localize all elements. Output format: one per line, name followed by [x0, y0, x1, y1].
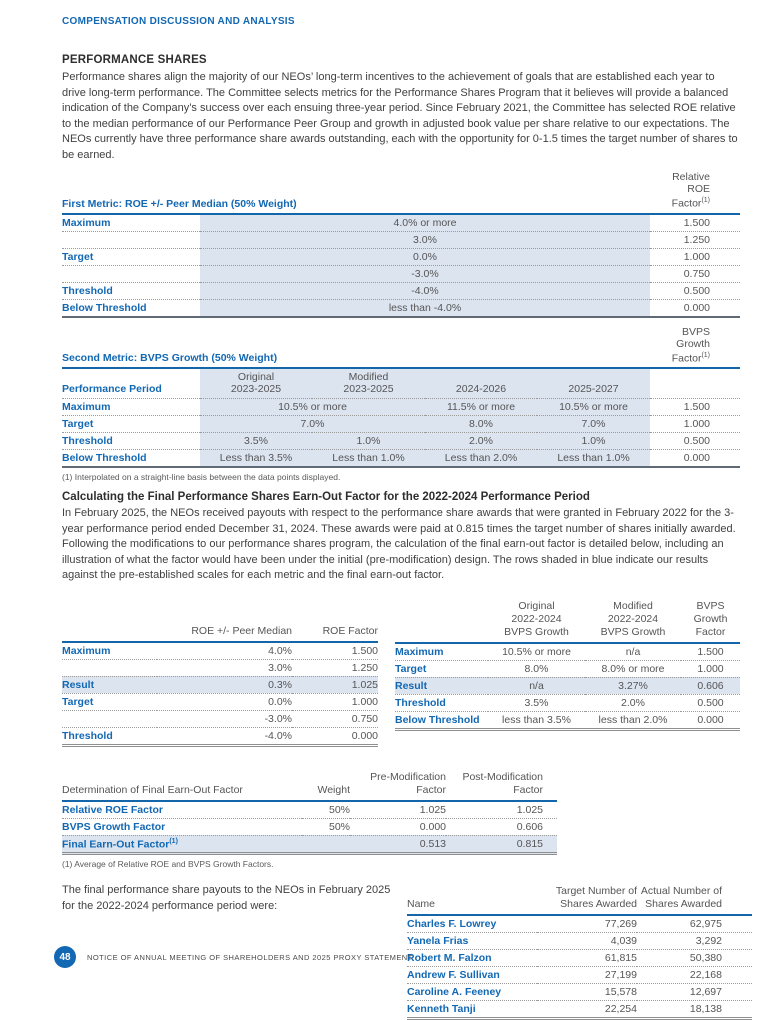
factor-cell: 1.000: [650, 248, 740, 265]
cell: 1.250: [292, 659, 378, 676]
table-row: [395, 711, 740, 729]
table-row-result: [62, 835, 557, 854]
cell: 22,254: [604, 1003, 637, 1015]
determination-table: [62, 769, 557, 856]
column-header: Pre-Modification Factor: [350, 769, 446, 801]
table-row: [62, 433, 740, 450]
row-label: Target: [62, 693, 157, 710]
neo-name: Charles F. Lowrey: [407, 915, 537, 933]
cell: -4.0%: [200, 282, 650, 299]
table-row: [62, 727, 378, 745]
cell: 0.606: [681, 677, 740, 694]
table-row: [407, 915, 752, 933]
cell: 0.3%: [157, 676, 292, 693]
page-number-badge: 48: [54, 946, 76, 968]
cell: 0.000: [351, 729, 378, 742]
cell: less than 3.5%: [502, 713, 571, 726]
row-label: Target: [62, 248, 200, 265]
table-row: [407, 933, 752, 950]
cell: 3.5%: [200, 433, 312, 450]
column-header: Modified 2022-2024 BVPS Growth: [585, 598, 681, 643]
table-title: Second Metric: BVPS Growth (50% Weight): [62, 326, 650, 369]
column-header: ROE +/- Peer Median: [157, 598, 292, 642]
neo-name: Yanela Frias: [407, 933, 537, 950]
cell: 1.025: [446, 801, 557, 819]
table-header-row: [62, 171, 740, 214]
table-row: [62, 642, 378, 660]
cell: 10.5% or more: [488, 643, 585, 661]
column-header: 2024-2026: [425, 368, 537, 399]
row-label: Threshold: [62, 729, 113, 742]
table-header-row: [62, 326, 740, 369]
column-header: Performance Period: [62, 368, 200, 399]
cell: 15,578: [537, 984, 637, 1001]
cell: 3.27%: [585, 677, 681, 694]
page-title: PERFORMANCE SHARES: [62, 54, 207, 66]
cell: less than -4.0%: [200, 299, 650, 317]
column-header: Target Number of Shares Awarded: [537, 883, 637, 915]
factor-column-header: BVPS Growth Factor$^{(1)}$: [650, 326, 740, 369]
table-row-result: [62, 676, 378, 693]
second-metric-table: [62, 326, 740, 469]
factor-cell: 1.500: [650, 214, 740, 232]
table-row: [407, 1001, 752, 1019]
neo-name: Andrew F. Sullivan: [407, 967, 537, 984]
table-row: [395, 643, 740, 661]
row-label: Final Earn-Out Factor$^{(1)}$: [62, 835, 302, 854]
factor-cell: 0.000: [683, 452, 711, 464]
cell: [302, 835, 350, 854]
row-label: [62, 265, 200, 282]
cell: 8.0% or more: [585, 660, 681, 677]
cell: -3.0%: [157, 710, 292, 727]
factor-cell: 0.000: [683, 301, 710, 314]
table-title: First Metric: ROE +/- Peer Median (50% Weight): [62, 171, 650, 214]
row-label: Maximum: [62, 642, 157, 660]
factor-cell: 1.000: [650, 416, 740, 433]
cell: 50,380: [637, 950, 752, 967]
cell: 8.0%: [488, 660, 585, 677]
table-row: [62, 248, 740, 265]
row-label: Maximum: [62, 399, 200, 416]
cell: 62,975: [637, 915, 752, 933]
payout-paragraph: The final performance share payouts to the NEOs in February 2025 for the 2022-2024 performance period were:: [62, 884, 391, 912]
cell: 50%: [302, 801, 350, 819]
table-header-row: [62, 598, 378, 642]
breadcrumb: COMPENSATION DISCUSSION AND ANALYSIS: [62, 16, 295, 27]
cell: 0.815: [446, 835, 557, 854]
factor-cell: 1.500: [650, 399, 740, 416]
footnote: (1) Interpolated on a straight-line basis between the data points displayed.: [62, 472, 341, 482]
bvps-result-table: [395, 598, 740, 731]
cell: 3,292: [637, 933, 752, 950]
cell: 2.0%: [585, 694, 681, 711]
table-row: [62, 693, 378, 710]
cell: 4.0% or more: [200, 214, 650, 232]
cell: 10.5% or more: [537, 399, 650, 416]
table-row: [62, 450, 740, 468]
table-row: [62, 416, 740, 433]
cell: 0.000: [697, 713, 724, 726]
payout-table: [407, 883, 752, 1020]
table-row: [407, 984, 752, 1001]
cell: 50%: [302, 818, 350, 835]
footer-text: NOTICE OF ANNUAL MEETING OF SHAREHOLDERS AND 2025 PROXY STATEMENT: [87, 952, 413, 962]
cell: 8.0%: [425, 416, 537, 433]
cell: n/a: [488, 677, 585, 694]
table-row: [407, 950, 752, 967]
cell: Less than 1.0%: [537, 450, 650, 468]
table-row: [62, 710, 378, 727]
cell: 4,039: [537, 933, 637, 950]
column-header: Actual Number of Shares Awarded: [637, 883, 752, 915]
footnote: (1) Average of Relative ROE and BVPS Growth Factors.: [62, 859, 274, 869]
cell: 2.0%: [425, 433, 537, 450]
row-label: Below Threshold: [395, 713, 480, 726]
table-row-result: [395, 677, 740, 694]
cell: 1.025: [350, 801, 446, 819]
table-header-row: [395, 598, 740, 643]
first-metric-table: [62, 171, 740, 318]
neo-name: Kenneth Tanji: [407, 1003, 476, 1015]
result-tables: [62, 598, 740, 747]
cell: 0.0%: [157, 693, 292, 710]
row-label: Maximum: [395, 643, 488, 661]
calc-paragraph: In February 2025, the NEOs received payouts with respect to the performance share awards that were granted in February 2022 for the 3-year performance period ended December 31, 2024. These awards were paid at 0.815 times the target number of shares initially awarded. Following the modifications to our performance shares program, the calculation of the final earn-out factor is detailed below, including an illustration of what the factor would have been under the initial (pre-modification) design. The rows shaded in blue indicate our results against the pre-established scales for each metric and the final earn-out factor.: [62, 507, 736, 581]
table-header-row: [62, 769, 557, 801]
cell: Less than 3.5%: [200, 450, 312, 468]
cell: 1.0%: [312, 433, 425, 450]
row-label: Below Threshold: [62, 301, 147, 314]
cell: 3.5%: [488, 694, 585, 711]
cell: 1.500: [292, 642, 378, 660]
table-row: [62, 231, 740, 248]
cell: 61,815: [537, 950, 637, 967]
table-row: [62, 282, 740, 299]
row-label: Target: [62, 416, 200, 433]
cell: 12,697: [637, 984, 752, 1001]
cell: 77,269: [537, 915, 637, 933]
row-label: Threshold: [395, 694, 488, 711]
cell: 18,138: [689, 1003, 722, 1015]
column-header: Original 2023-2025: [200, 368, 312, 399]
cell: 0.606: [446, 818, 557, 835]
cell: 7.0%: [200, 416, 425, 433]
table-row: [407, 967, 752, 984]
table-title: Determination of Final Earn-Out Factor: [62, 769, 302, 801]
table-row: [62, 299, 740, 317]
column-header: Original 2022-2024 BVPS Growth: [488, 598, 585, 643]
cell: 1.000: [292, 693, 378, 710]
cell: 11.5% or more: [425, 399, 537, 416]
subsection-title: Calculating the Final Performance Shares Earn-Out Factor for the 2022-2024 Performance Period: [62, 491, 590, 503]
row-label: Maximum: [62, 214, 200, 232]
table-row: [62, 399, 740, 416]
factor-column-header: Relative ROE Factor$^{(1)}$: [650, 171, 740, 214]
factor-cell: 1.250: [650, 231, 740, 248]
factor-cell: 0.750: [650, 265, 740, 282]
row-label: Below Threshold: [62, 452, 147, 464]
table-row: [395, 694, 740, 711]
row-label: [62, 710, 157, 727]
table-row: [62, 801, 557, 819]
cell: 7.0%: [537, 416, 650, 433]
column-header: BVPS Growth Factor: [681, 598, 740, 643]
cell: n/a: [585, 643, 681, 661]
roe-result-table: [62, 598, 378, 747]
cell: 3.0%: [157, 659, 292, 676]
table-row: [62, 659, 378, 676]
column-header: ROE Factor: [292, 598, 378, 642]
cell: 0.0%: [200, 248, 650, 265]
page-footer: [54, 946, 413, 968]
row-label: [62, 659, 157, 676]
cell: 0.750: [292, 710, 378, 727]
cell: Less than 2.0%: [425, 450, 537, 468]
cell: 22,168: [637, 967, 752, 984]
table-row: [62, 265, 740, 282]
table-row: [395, 660, 740, 677]
cell: 1.000: [681, 660, 740, 677]
intro-paragraph: Performance shares align the majority of our NEOs’ long-term incentives to the achievement of goals that are established each year to drive long-term performance. The Committee selects metrics for the Performance Shares Program that it believes will provide a balanced indication of the Company’s success over each ensuing three-year period. Since February 2021, the Committee has selected ROE relative to the median performance of our Performance Peer Group and growth in adjusted book value per share relative to our expectations. The NEOs currently have three performance share awards outstanding, each with the opportunity for 0-1.5 times the target number of shares to be earned.: [62, 71, 738, 161]
cell: -3.0%: [200, 265, 650, 282]
row-label: Target: [395, 660, 488, 677]
row-label: BVPS Growth Factor: [62, 818, 302, 835]
column-header: Post-Modification Factor: [446, 769, 557, 801]
factor-cell: 0.500: [650, 282, 740, 299]
cell: 27,199: [537, 967, 637, 984]
cell: 1.025: [292, 676, 378, 693]
cell: 1.500: [681, 643, 740, 661]
cell: -4.0%: [264, 729, 292, 742]
cell: 4.0%: [157, 642, 292, 660]
cell: 0.000: [350, 818, 446, 835]
column-header: Name: [407, 883, 537, 915]
column-header-row: [62, 368, 740, 399]
row-label: Relative ROE Factor: [62, 801, 302, 819]
row-label: Threshold: [62, 282, 200, 299]
cell: 0.513: [350, 835, 446, 854]
row-label: Threshold: [62, 433, 200, 450]
row-label: [62, 231, 200, 248]
table-header-row: [407, 883, 752, 915]
column-header: Weight: [302, 769, 350, 801]
cell: 10.5% or more: [200, 399, 425, 416]
table-row: [62, 818, 557, 835]
row-label: Result: [395, 677, 488, 694]
neo-name: Caroline A. Feeney: [407, 984, 537, 1001]
cell: 0.500: [681, 694, 740, 711]
neo-name: Robert M. Falzon: [407, 950, 537, 967]
cell: less than 2.0%: [598, 713, 668, 726]
row-label: Result: [62, 676, 157, 693]
cell: Less than 1.0%: [312, 450, 425, 468]
table-row: [62, 214, 740, 232]
cell: 3.0%: [200, 231, 650, 248]
column-header: 2025-2027: [537, 368, 650, 399]
column-header: Modified 2023-2025: [312, 368, 425, 399]
factor-cell: 0.500: [650, 433, 740, 450]
cell: 1.0%: [537, 433, 650, 450]
